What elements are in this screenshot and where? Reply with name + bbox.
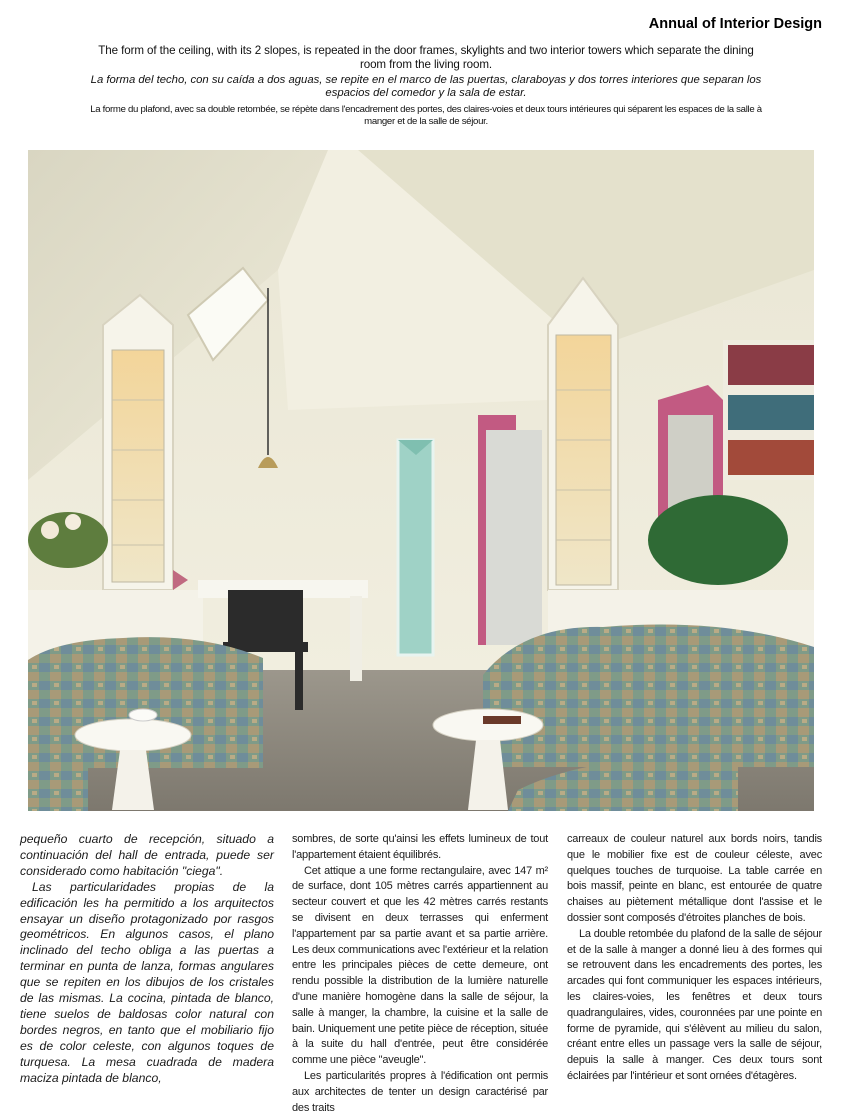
- body-column-french-2: [567, 832, 822, 1082]
- paragraph: La double retombée du plafond de la salle de séjour et de la salle à manger a donné lieu à des formes qui se retrouvent dans les encadrements des portes, les arcades qui font communiquer les espaces intérieurs, les claires-voies, les fenêtres et deux tours quadrangulaires, vides, couronnées par une pointe en forme de pyramide, qui s'élèvent au milieu du salon, créant entre elles un passage vers la salle de séjour, depuis la salle à manger. Ces deux tours sont éclairées par l'intérieur et sont ornées d'étagères.: [567, 927, 822, 1082]
- interior-photo: [28, 150, 814, 811]
- body-column-french-1: [292, 832, 548, 1114]
- paragraph: carreaux de couleur naturel aux bords noirs, tandis que le mobilier fixe est de couleur céleste, avec quelques touches de turquoise. La table carrée en bois massif, peinte en blanc, est entourée de quatre chaises au piètement métallique dont l'assise et le dossier sont composés d'étroites planches de bois.: [567, 833, 822, 924]
- paragraph: Cet attique a une forme rectangulaire, avec 147 m² de surface, dont 105 mètres carrés appartiennent au secteur couvert et que les 42 mètres carrés restants se divisent en deux terrasses qui enferment l'appartement par sa partie avant et sa partie arrière. Les deux communications avec l'extérieur et la relation entre les principales pièces de cette demeure, ont rendu possible la distribution de la lumière naturelle d'une manière homogène dans la salle de séjour, la salle à manger, la chambre, la cuisine et la salle de bain. Uniquement une petite pièce de réception, située à la suite du hall d'entrée, peut être considérée comme une pièce "aveugle".: [292, 864, 548, 1067]
- page-header-title: Annual of Interior Design: [648, 16, 822, 32]
- paragraph: Las particularidades propias de la edificación les ha permitido a los arquitectos ensayar un diseño protagonizado por rasgos geométricos. En algunos casos, el plano inclinado del techo obliga a las puertas a terminar en punta de lanza, formas angulares que se repiten en los dibujos de los cristales de las mismas. La cocina, pintada de blanco, tiene suelos de baldosas color natural con bordes negros, en tanto que el mobiliario fijo es de color celeste, con algunos toques de turquesa. La mesa cuadrada de madera maciza pintada de blanco,: [20, 879, 274, 1085]
- body-column-spanish: [20, 832, 274, 1085]
- paragraph: pequeño cuarto de recepción, situado a continuación del hall de entrada, puede ser considerado como habitación "ciega".: [20, 832, 274, 878]
- caption-french: La forme du plafond, avec sa double retombée, se répète dans l'encadrement des portes, des claires-voies et deux tours intérieures qui séparent les espaces de la salle à manger et de la salle de séjour.: [90, 104, 762, 127]
- paragraph: sombres, de sorte qu'ainsi les effets lumineux de tout l'appartement étaient équilibrés.: [292, 833, 548, 861]
- caption-english: The form of the ceiling, with its 2 slopes, is repeated in the door frames, skylights and two interior towers which separate the dining room from the living room.: [98, 44, 754, 71]
- caption-spanish: La forma del techo, con su caída a dos aguas, se repite en el marco de las puertas, claraboyas y dos torres interiores que separan los espacios del comedor y la sala de estar.: [90, 74, 762, 99]
- paragraph: Les particularités propres à l'édification ont permis aux architectes de tenter un design caractérisé par des traits: [292, 1069, 548, 1114]
